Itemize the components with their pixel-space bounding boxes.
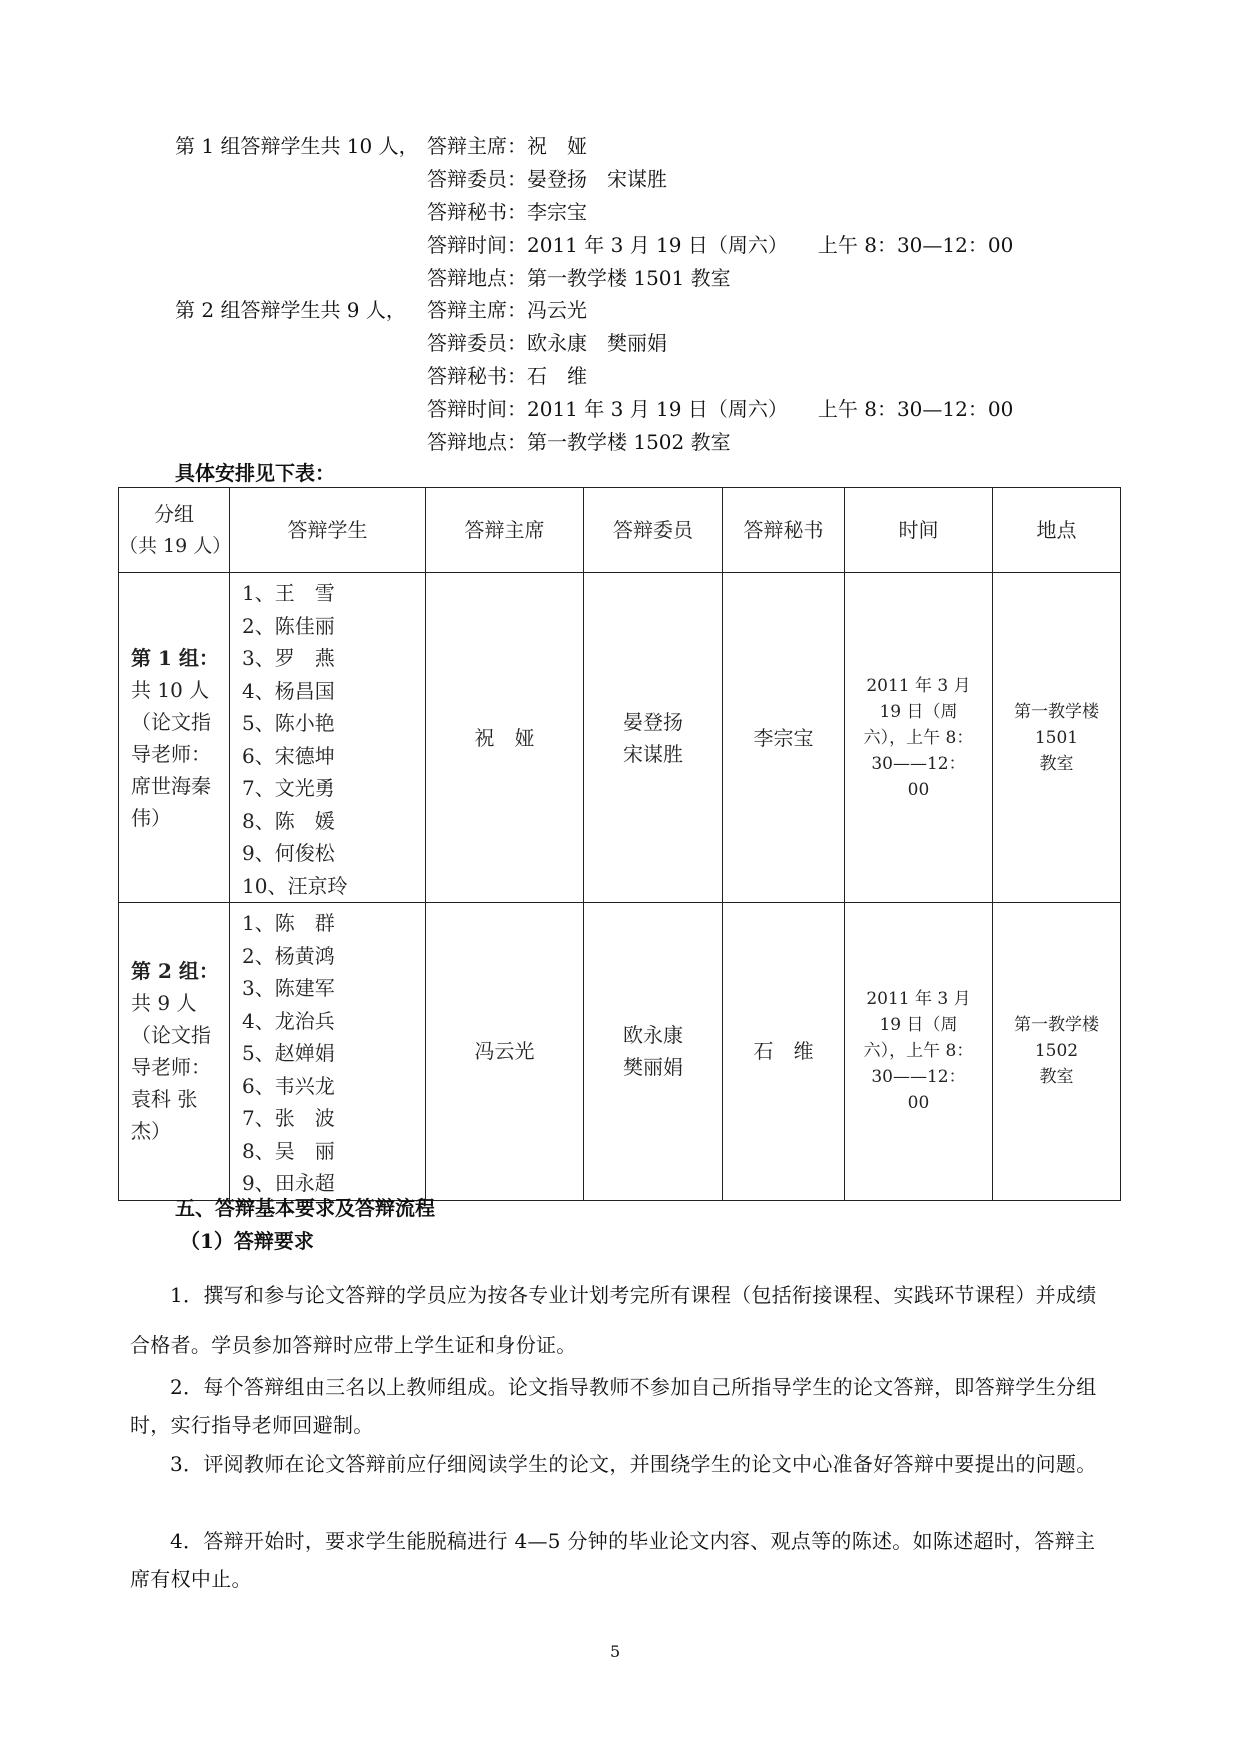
chair-cell: 祝 娅: [426, 573, 584, 903]
list-item: 4、杨昌国: [242, 678, 335, 703]
requirement-paragraph-2: 2．每个答辩组由三名以上教师组成。论文指导教师不参加自己所指导学生的论文答辩，即答辩学生分组时，实行指导老师回避制。: [130, 1375, 1097, 1437]
list-item: 5、陈小艳: [242, 711, 335, 735]
group1-chair: 答辩主席：祝 娅: [427, 134, 587, 158]
group1-members: 答辩委员：晏登扬 宋谋胜: [427, 167, 667, 191]
list-item: 3、罗 燕: [242, 646, 335, 670]
list-item: 6、宋德坤: [242, 743, 335, 768]
group2-place: 答辩地点：第一教学楼 1502 教室: [427, 430, 731, 454]
section5-subtitle: （1）答辩要求: [180, 1229, 314, 1253]
header-chair: 答辩主席: [426, 488, 584, 573]
group-cell: 第 1 组： 共 10 人 （论文指导老师：席世海秦伟）: [119, 573, 230, 903]
list-item: 8、陈 媛: [242, 808, 335, 833]
list-item: 1、陈 群: [242, 911, 335, 935]
page-number: 5: [610, 1642, 621, 1661]
list-item: 2、陈佳丽: [242, 613, 335, 638]
group-cell: 第 2 组： 共 9 人 （论文指导老师：袁科 张杰）: [119, 903, 230, 1201]
secretary-cell: 李宗宝: [723, 573, 845, 903]
header-members: 答辩委员: [584, 488, 723, 573]
group1-secretary: 答辩秘书：李宗宝: [427, 200, 587, 224]
group2-members: 答辩委员：欧永康 樊丽娟: [427, 331, 667, 355]
group1-time: 答辩时间：2011 年 3 月 19 日（周六） 上午 8：30—12：00: [427, 233, 1014, 257]
place-cell: 第一教学楼 1501 教室: [993, 573, 1121, 903]
table-header-row: [119, 488, 1121, 573]
list-item: 6、韦兴龙: [242, 1073, 335, 1098]
list-item: 5、赵婵娟: [242, 1041, 335, 1065]
group1-place: 答辩地点：第一教学楼 1501 教室: [427, 266, 731, 290]
list-item: 8、吴 丽: [242, 1138, 335, 1163]
header-place: 地点: [993, 488, 1121, 573]
group2-heading: 第 2 组答辩学生共 9 人，: [175, 298, 406, 322]
table-intro: 具体安排见下表：: [175, 461, 335, 485]
arrangement-table: [118, 487, 1121, 1201]
place-cell: 第一教学楼 1502 教室: [993, 903, 1121, 1201]
students-cell: [230, 573, 426, 903]
group2-time: 答辩时间：2011 年 3 月 19 日（周六） 上午 8：30—12：00: [427, 397, 1014, 421]
requirement-paragraph-4: 4．答辩开始时，要求学生能脱稿进行 4—5 分钟的毕业论文内容、观点等的陈述。如陈述超时，答辩主席有权中止。: [130, 1529, 1096, 1591]
time-cell: 2011 年 3 月 19 日（周 六），上午 8： 30——12： 00: [845, 903, 993, 1201]
header-time: 时间: [845, 488, 993, 573]
list-item: 7、文光勇: [242, 776, 335, 800]
list-item: 9、田永超: [242, 1171, 335, 1195]
section5-title: 五、答辩基本要求及答辩流程: [175, 1196, 435, 1220]
requirement-paragraph-1: 1．撰写和参与论文答辩的学员应为按各专业计划考完所有课程（包括衔接课程、实践环节课程）并成绩合格者。学员参加答辩时应带上学生证和身份证。: [130, 1283, 1097, 1357]
time-cell: 2011 年 3 月 19 日（周 六），上午 8： 30——12： 00: [845, 573, 993, 903]
list-item: 2、杨黄鸿: [242, 943, 335, 968]
list-item: 10、汪京玲: [242, 873, 348, 898]
group2-chair: 答辩主席：冯云光: [427, 298, 587, 322]
header-secretary: 答辩秘书: [723, 488, 845, 573]
chair-cell: 冯云光: [426, 903, 584, 1201]
secretary-cell: 石 维: [723, 903, 845, 1201]
list-item: 7、张 波: [242, 1106, 335, 1130]
requirement-paragraph-3: 3．评阅教师在论文答辩前应仔细阅读学生的论文，并围绕学生的论文中心准备好答辩中要提出的问题。: [170, 1452, 1097, 1476]
list-item: 4、龙治兵: [242, 1008, 335, 1033]
table-row: [119, 903, 1121, 1201]
header-students: 答辩学生: [230, 488, 426, 573]
list-item: 1、王 雪: [242, 581, 335, 605]
list-item: 3、陈建军: [242, 976, 335, 1000]
table-row: [119, 573, 1121, 903]
header-group: 分组 （共 19 人）: [119, 488, 230, 573]
students-cell: [230, 903, 426, 1201]
group2-secretary: 答辩秘书：石 维: [427, 364, 587, 388]
list-item: 9、何俊松: [242, 841, 335, 865]
group1-heading: 第 1 组答辩学生共 10 人，: [175, 134, 419, 158]
members-cell: 晏登扬 宋谋胜: [584, 573, 723, 903]
members-cell: 欧永康 樊丽娟: [584, 903, 723, 1201]
